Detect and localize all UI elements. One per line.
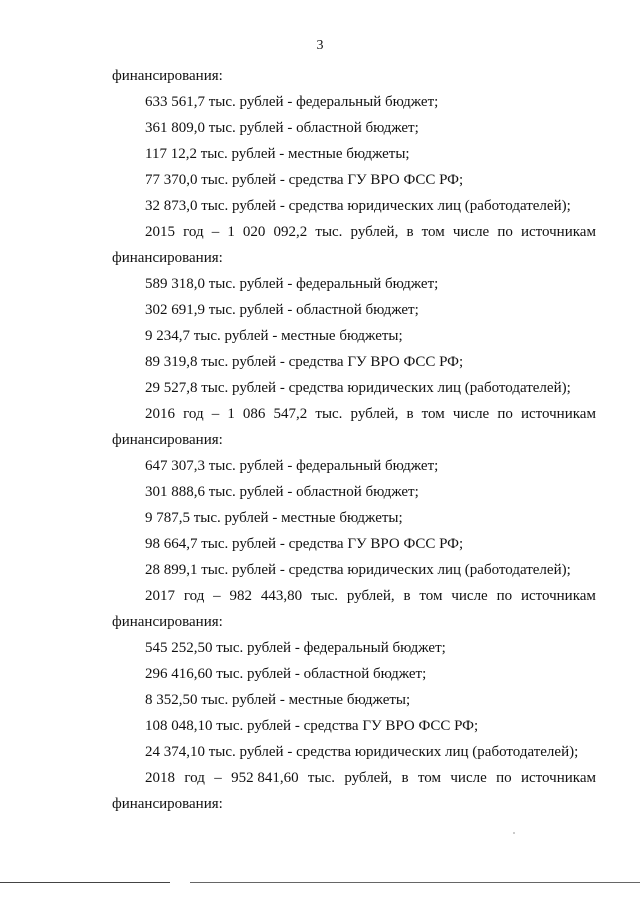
continuation-line: финансирования: <box>112 614 223 630</box>
funding-item: 589 318,0 тыс. рублей - федеральный бюджет; <box>145 276 439 292</box>
year-line-word: тыс. <box>310 588 338 604</box>
funding-item: 361 809,0 тыс. рублей - областной бюджет; <box>145 120 419 136</box>
year-line-word: по <box>497 406 513 422</box>
year-line-word: в <box>403 588 411 604</box>
funding-item: 633 561,7 тыс. рублей - федеральный бюджет; <box>145 94 439 110</box>
year-line-word: 2018 <box>145 770 175 786</box>
year-line-word: числе <box>451 588 488 604</box>
funding-item: 9 787,5 тыс. рублей - местные бюджеты; <box>145 510 403 526</box>
year-summary-line <box>112 219 596 245</box>
year-line-word: 086 <box>242 406 266 422</box>
year-line-word: рублей, <box>344 770 393 786</box>
funding-item: 296 416,60 тыс. рублей - областной бюджет; <box>145 666 427 682</box>
year-line-word: том <box>421 406 445 422</box>
year-line-word: тыс. <box>315 406 343 422</box>
funding-item: 545 252,50 тыс. рублей - федеральный бюджет; <box>145 640 446 656</box>
year-line-word: 2017 <box>145 588 175 604</box>
year-line-word: 2015 <box>145 224 175 240</box>
funding-item: 24 374,10 тыс. рублей - средства юридических лиц (работодателей); <box>145 744 579 760</box>
year-line-word: – <box>214 770 222 786</box>
funding-item: 29 527,8 тыс. рублей - средства юридических лиц (работодателей); <box>145 380 571 396</box>
funding-item: 108 048,10 тыс. рублей - средства ГУ ВРО ФСС РФ; <box>145 718 479 734</box>
page-number: 3 <box>316 38 324 53</box>
continuation-line: финансирования: <box>112 68 223 84</box>
year-line-word: источникам <box>521 770 596 786</box>
year-line-word: 982 <box>229 588 253 604</box>
funding-item: 117 12,2 тыс. рублей - местные бюджеты; <box>145 146 410 162</box>
year-summary-line <box>112 401 596 427</box>
year-line-word: в <box>406 224 414 240</box>
year-line-word: числе <box>450 770 487 786</box>
year-line-word: том <box>417 770 442 786</box>
funding-item: 98 664,7 тыс. рублей - средства ГУ ВРО ФСС РФ; <box>145 536 464 552</box>
year-line-word: числе <box>452 224 490 240</box>
year-line-word: 952 841,60 <box>231 770 299 786</box>
scan-speck <box>513 832 515 834</box>
year-line-word: год <box>184 770 205 786</box>
year-line-word: по <box>496 770 512 786</box>
year-line-word: источникам <box>520 224 596 240</box>
funding-item: 77 370,0 тыс. рублей - средства ГУ ВРО ФСС РФ; <box>145 172 464 188</box>
year-line-word: том <box>421 224 445 240</box>
year-line-word: в <box>401 770 409 786</box>
year-line-word: рублей, <box>350 224 399 240</box>
year-line-word: рублей, <box>350 406 399 422</box>
year-line-word: – <box>211 224 220 240</box>
year-line-word: год <box>183 406 204 422</box>
year-line-word: источникам <box>520 406 596 422</box>
year-line-word: тыс. <box>307 770 335 786</box>
year-line-word: – <box>211 406 220 422</box>
year-summary-line <box>112 583 596 609</box>
funding-item: 28 899,1 тыс. рублей - средства юридических лиц (работодателей); <box>145 562 571 578</box>
funding-item: 9 234,7 тыс. рублей - местные бюджеты; <box>145 328 403 344</box>
year-summary-line <box>112 765 596 791</box>
funding-item: 301 888,6 тыс. рублей - областной бюджет; <box>145 484 419 500</box>
year-line-word: рублей, <box>346 588 395 604</box>
footer-rule-right <box>190 882 640 883</box>
year-line-word: по <box>496 588 513 604</box>
funding-item: 32 873,0 тыс. рублей - средства юридических лиц (работодателей); <box>145 198 571 214</box>
footer-rule-left <box>0 882 170 883</box>
year-line-word: источникам <box>520 588 596 604</box>
funding-item: 8 352,50 тыс. рублей - местные бюджеты; <box>145 692 411 708</box>
year-line-word: 092,2 <box>273 224 308 240</box>
year-line-word: 1 <box>227 406 235 422</box>
year-line-word: год <box>183 588 205 604</box>
funding-item: 89 319,8 тыс. рублей - средства ГУ ВРО ФСС РФ; <box>145 354 464 370</box>
continuation-line: финансирования: <box>112 796 223 812</box>
year-line-word: числе <box>452 406 490 422</box>
year-line-word: – <box>213 588 221 604</box>
year-line-word: в <box>406 406 414 422</box>
continuation-line: финансирования: <box>112 432 223 448</box>
year-line-word: по <box>497 224 513 240</box>
year-line-word: 443,80 <box>260 588 303 604</box>
funding-item: 647 307,3 тыс. рублей - федеральный бюджет; <box>145 458 439 474</box>
year-line-word: 020 <box>242 224 266 240</box>
year-line-word: 1 <box>227 224 235 240</box>
year-line-word: год <box>183 224 204 240</box>
year-line-word: 547,2 <box>273 406 308 422</box>
document-body <box>112 63 596 817</box>
year-line-word: тыс. <box>315 224 343 240</box>
funding-item: 302 691,9 тыс. рублей - областной бюджет; <box>145 302 419 318</box>
year-line-word: том <box>419 588 443 604</box>
continuation-line: финансирования: <box>112 250 223 266</box>
year-line-word: 2016 <box>145 406 175 422</box>
